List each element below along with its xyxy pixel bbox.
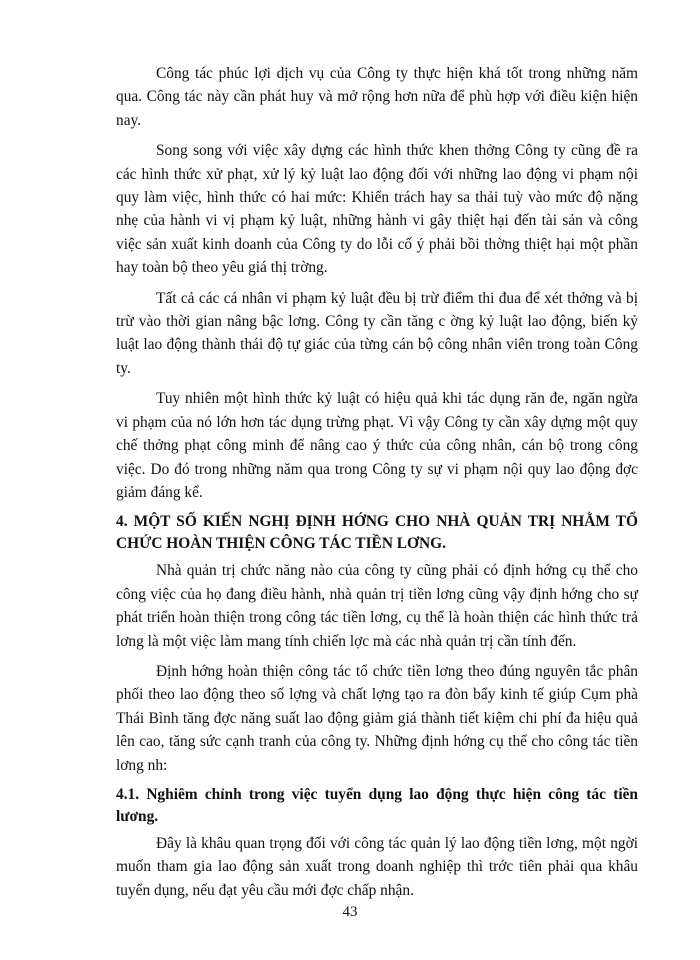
paragraph-manager-orientation: Nhà quản trị chức năng nào của công ty cũng phải có định hớng cụ thể cho công việc của họ đang điều hành, nhà quản trị tiền lơng cũng vậy định hớng cho sự phát triển hoàn thiện trong công tác tiền lơng, cụ thể là hoàn thiện các hình thức trả lơng là một việc làm mang tính chiến lợc mà các nhà quản trị cần tính đến. [116, 562, 638, 650]
page-number: 43 [342, 904, 358, 920]
paragraph-disciplinary-forms: Song song với việc xây dựng các hình thức khen thởng Công ty cũng đề ra các hình thức xử phạt, xử lý kỷ luật lao động đối với những lao động vi phạm nội quy làm việc, hình thức có hai mức: Khiển trách hay sa thải tuỳ vào mức độ nặng nhẹ của hành vi vị phạm kỷ luật, những hành vi gây thiệt hại đến tài sản và công việc sản xuất kinh doanh của Công ty do lỗi cố ý phải bồi thờng thiệt hại một phần hay toàn bộ theo yêu giá thị trờng. [116, 142, 638, 277]
section-heading-4-1: 4.1. Nghiêm chỉnh trong việc tuyển dụng lao động thực hiện công tác tiền lương. [116, 785, 638, 825]
section-heading-4: 4. MỘT SỐ KIẾN NGHỊ ĐỊNH HỚNG CHO NHÀ QUẢN TRỊ NHẰM TỔ CHỨC HOÀN THIỆN CÔNG TÁC TIỀN LƠNG. [116, 513, 638, 553]
paragraph-recruitment: Đây là khâu quan trọng đối với công tác quản lý lao động tiền lơng, một ngời muốn tham gia lao động sản xuất trong doanh nghiệp thì trớc tiên phải qua khâu tuyển dụng, nếu đạt yêu cầu mới đợc chấp nhận. [116, 834, 638, 899]
paragraph-wage-orientation: Định hớng hoàn thiện công tác tổ chức tiền lơng theo đúng nguyên tắc phân phối theo lao động theo số lợng và chất lợng tạo ra đòn bẩy kinh tế giúp Cụm phà Thái Bình tăng đợc năng suất lao động giảm giá thành tiết kiệm chi phí đa hiệu quả lên cao, tăng sức cạnh tranh của công ty. Những định hớng cụ thể cho công tác tiền lơng nh: [116, 662, 638, 774]
page-body [116, 62, 638, 909]
paragraph-discipline-penalties: Tất cả các cá nhân vi phạm kỷ luật đều bị trừ điểm thi đua để xét thởng và bị trừ vào thời gian nâng bậc lơng. Công ty cần tăng c ờng kỷ luật lao động, biến kỷ luật lao động thành thái độ tự giác của từng cán bộ công nhân viên trong toàn Công ty. [116, 289, 638, 377]
paragraph-reward-punishment-policy: Tuy nhiên một hình thức kỷ luật có hiệu quả khi tác dụng răn đe, ngăn ngừa vi phạm của nó lớn hơn tác dụng trừng phạt. Vì vậy Công ty cần xây dựng một quy chế thởng phạt công minh để nâng cao ý thức của công nhân, cán bộ trong công việc. Do đó trong những năm qua trong Công ty sự vi phạm nội quy lao động đợc giảm đáng kể. [116, 390, 638, 501]
paragraph-welfare-services: Công tác phúc lợi dịch vụ của Công ty thực hiện khá tốt trong những năm qua. Công tác này cần phát huy và mở rộng hơn nữa để phù hợp với điều kiện hiện nay. [116, 65, 638, 129]
